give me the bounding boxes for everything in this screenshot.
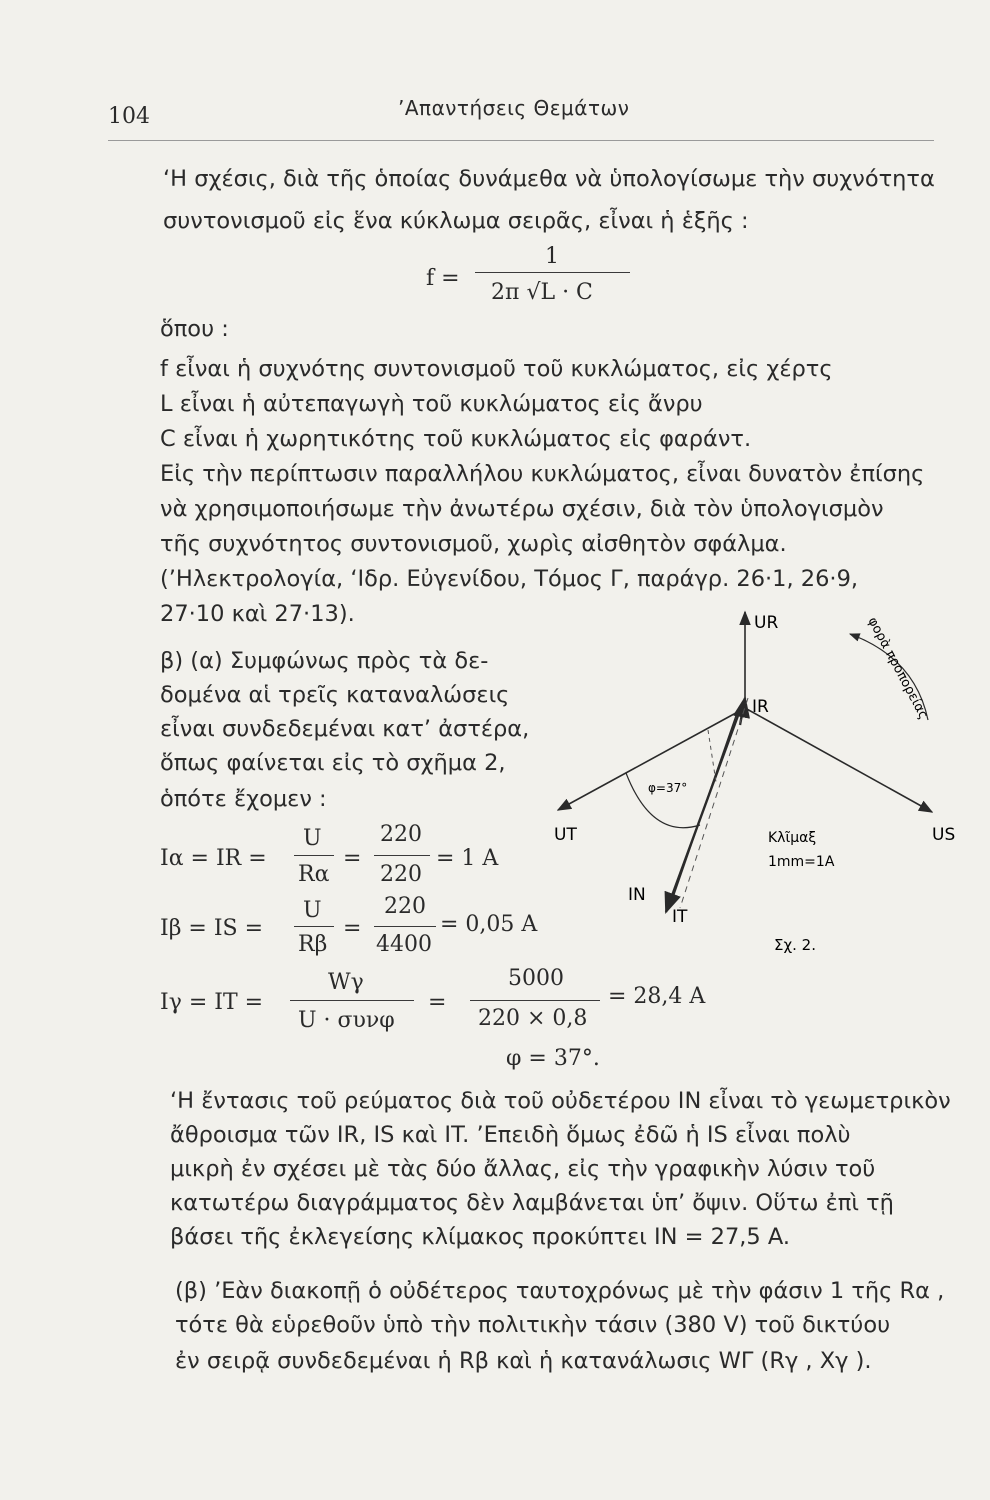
neutral-line-4: κατωτέρω διαγράμματος δὲν λαμβάνεται ὑπ’ ὄψιν. Οὕτω ἐπὶ τῇ [170, 1190, 894, 1216]
label-IN: IN [628, 885, 646, 905]
eq2-rhs: = 0,05 A [440, 912, 538, 937]
eq3-den2: 220 × 0,8 [478, 1006, 588, 1031]
scale-value: 1mm=1A [768, 854, 835, 870]
label-phi: φ=37° [648, 781, 688, 795]
eq2-eq: = [343, 916, 362, 941]
eq3-lhs: Iγ = IT = [160, 990, 264, 1015]
beta-a-line-4: ὅπως φαίνεται εἰς τὸ σχῆμα 2, [160, 750, 506, 776]
eq1-den1: Rα [298, 862, 330, 887]
construction-line-2 [708, 730, 716, 782]
intro-line-1: ‘Η σχέσις, διὰ τῆς ὁποίας δυνάμεθα νὰ ὑπολογίσωμε τὴν συχνότητα [163, 166, 935, 192]
eq2-lhs: Iβ = IS = [160, 916, 264, 941]
def-C: C εἶναι ἡ χωρητικότης τοῦ κυκλώματος εἰς φαράντ. [160, 426, 752, 452]
label-US: US [932, 825, 956, 845]
beta-a-line-1: β) (α) Συμφώνως πρὸς τὰ δε- [160, 648, 489, 674]
label-IT: IT [672, 907, 688, 927]
beta-a-line-3: εἶναι συνδεδεμέναι κατ’ ἀστέρα, [160, 716, 530, 742]
eq3-den1: U · συνφ [298, 1008, 395, 1033]
formula-numerator: 1 [545, 244, 559, 269]
eq1-lhs: Iα = IR = [160, 846, 267, 871]
parallel-line-2: νὰ χρησιμοποιήσωμε τὴν ἀνωτέρω σχέσιν, διὰ τὸν ὑπολογισμὸν [160, 496, 884, 522]
eq1-den2: 220 [380, 862, 422, 887]
running-title: ’Απαντήσεις Θεμάτων [398, 96, 630, 120]
phi-value: φ = 37°. [506, 1046, 600, 1071]
phasor-IN [670, 710, 738, 906]
neutral-line-2: ἄθροισμα τῶν IR, IS καὶ IT. ’Επειδὴ ὅμως ἐδῶ ἡ IS εἶναι πολὺ [170, 1122, 851, 1148]
intro-line-2: συντονισμοῦ εἰς ἕνα κύκλωμα σειρᾶς, εἶναι ἡ ἑξῆς : [163, 208, 749, 234]
eq2-den2: 4400 [376, 932, 432, 957]
eq1-eq: = [343, 846, 362, 871]
neutral-line-1: ‘Η ἔντασις τοῦ ρεύματος διὰ τοῦ οὐδετέρου IN εἶναι τὸ γεωμετρικὸν [170, 1088, 951, 1114]
formula-denominator: 2π √L · C [491, 280, 593, 305]
eq2-bar1 [294, 926, 334, 927]
beta-a-line-5: ὁπότε ἔχομεν : [160, 786, 327, 812]
eq1-rhs: = 1 A [436, 846, 499, 871]
beta-a-line-2: δομένα αἱ τρεῖς καταναλώσεις [160, 682, 510, 708]
label-UR: UR [754, 613, 779, 633]
parallel-reference-end: 27·10 καὶ 27·13). [160, 601, 355, 627]
neutral-line-3: μικρὴ ἐν σχέσει μὲ τὰς δύο ἄλλας, εἰς τὴν γραφικὴν λύσιν τοῦ [170, 1156, 876, 1182]
beta-b-line-3: ἐν σειρᾷ συνδεδεμέναι ἡ Rβ καὶ ἡ κατανάλωσις WΓ (Rγ , Xγ ). [175, 1348, 872, 1374]
eq1-num2: 220 [380, 822, 422, 847]
eq1-bar2 [374, 855, 430, 856]
eq3-bar2 [470, 1000, 600, 1001]
formula-fraction-bar [475, 272, 630, 273]
label-IR: IR [752, 697, 769, 717]
eq3-num2: 5000 [508, 966, 564, 991]
parallel-line-3: τῆς συχνότητος συντονισμοῦ, χωρὶς αἰσθητὸν σφάλμα. [160, 531, 787, 557]
neutral-line-5: βάσει τῆς ἐκλεγείσης κλίμακος προκύπτει IN = 27,5 A. [170, 1224, 791, 1250]
eq3-num1: Wγ [328, 970, 364, 995]
formula-lhs: f = [426, 266, 460, 291]
header-rule [108, 140, 934, 141]
eq3-rhs: = 28,4 A [608, 984, 706, 1009]
phasor-US [745, 708, 932, 812]
parallel-line-1: Εἰς τὴν περίπτωσιν παραλλήλου κυκλώματος, εἶναι δυνατὸν ἐπίσης [160, 461, 925, 487]
label-UT: UT [554, 825, 577, 845]
eq2-bar2 [374, 926, 436, 927]
eq3-bar1 [290, 1000, 414, 1001]
eq3-eq: = [428, 990, 447, 1015]
eq2-num2: 220 [384, 894, 426, 919]
scale-label: Κλῖμαξ [768, 830, 817, 846]
eq2-num1: U [303, 898, 322, 923]
rotation-direction-label: φορὰ προπορείας [864, 614, 931, 722]
construction-line [680, 698, 748, 908]
page-number: 104 [108, 104, 150, 129]
eq1-bar1 [294, 855, 334, 856]
beta-b-line-2: τότε θὰ εὑρεθοῦν ὑπὸ τὴν πολιτικὴν τάσιν (380 V) τοῦ δικτύου [175, 1312, 891, 1338]
phasor-diagram [540, 590, 970, 970]
eq1-num1: U [303, 826, 322, 851]
def-f: f εἶναι ἡ συχνότης συντονισμοῦ τοῦ κυκλώματος, εἰς χέρτς [160, 356, 833, 382]
beta-b-line-1: (β) ’Εὰν διακοπῇ ὁ οὐδέτερος ταυτοχρόνως μὲ τὴν φάσιν 1 τῆς Rα , [175, 1278, 945, 1304]
def-L: L εἶναι ἡ αὐτεπαγωγὴ τοῦ κυκλώματος εἰς ἄνρυ [160, 391, 703, 417]
eq2-den1: Rβ [298, 932, 328, 957]
parallel-reference: (’Ηλεκτρολογία, ‘Ιδρ. Εὐγενίδου, Τόμος Γ, παράγρ. 26·1, 26·9, [160, 566, 859, 592]
where-label: ὅπου : [160, 316, 229, 342]
figure-caption: Σχ. 2. [774, 936, 816, 954]
